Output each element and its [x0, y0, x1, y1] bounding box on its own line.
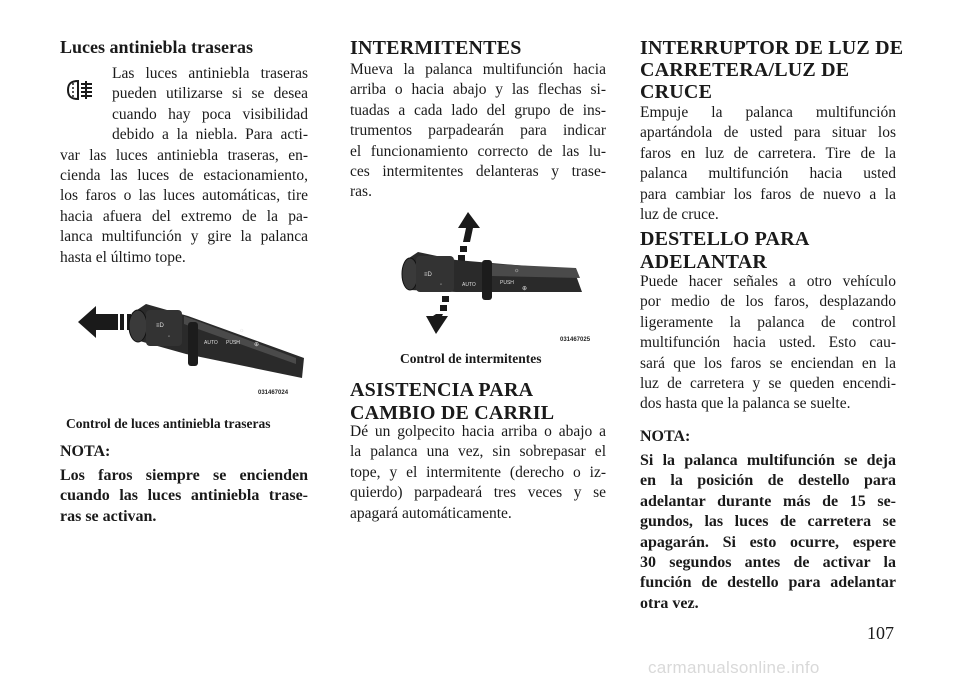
- text-line: la palanca una vez, sin sobrepasar el: [350, 443, 606, 461]
- title-line: CARRETERA/LUZ DE: [640, 59, 850, 81]
- text-line: faros en luz de carretera. Tire de la: [640, 144, 896, 162]
- page-number: 107: [867, 623, 894, 643]
- text-line: gundos, las luces de carretera se: [640, 513, 896, 531]
- text-line: los faros o las luces automáticas, tire: [60, 187, 308, 205]
- title-line: ASISTENCIA PARA: [350, 379, 534, 401]
- text-line: hacia afuera del extremo de la pa-: [60, 207, 308, 225]
- rear-fog-light-icon: [64, 78, 98, 102]
- lane-change-paragraph: [350, 422, 606, 524]
- text-line: para cambiar los faros de nuevo a la: [640, 185, 896, 203]
- text-line: Los faros siempre se encienden: [60, 467, 308, 484]
- text-line: cuando las luces antiniebla trase-: [60, 487, 308, 505]
- svg-text:AUTO: AUTO: [462, 282, 476, 288]
- text-line: otra vez.: [640, 594, 699, 612]
- svg-text:⊕: ⊕: [254, 342, 260, 348]
- text-line: trumentos parpadearán para indicar: [350, 122, 606, 140]
- text-line: multifunción hacia usted. Esto cau-: [640, 334, 896, 352]
- figure-code: 031467024: [258, 390, 289, 396]
- text-line: apagará automáticamente.: [350, 504, 512, 522]
- text-line: función de destello para adelantar: [640, 574, 896, 592]
- figure-caption-turn-signals: Control de intermitentes: [400, 351, 542, 366]
- text-line: cuando hay poca visibilidad: [112, 105, 308, 123]
- note-text: [640, 451, 896, 614]
- text-line: luz de carretera y se queden encendi-: [640, 375, 896, 393]
- text-line: dos hasta que la palanca se suelte.: [640, 395, 851, 413]
- svg-text:≡D: ≡D: [156, 323, 164, 329]
- svg-text:☼: ☼: [514, 268, 520, 274]
- note-label: NOTA:: [640, 428, 691, 445]
- svg-text:☼: ☼: [239, 328, 245, 334]
- svg-text:◦: ◦: [440, 282, 443, 288]
- note-label: NOTA:: [60, 443, 111, 460]
- text-line: Empuje la palanca multifunción: [640, 104, 896, 121]
- title-line: INTERRUPTOR DE LUZ DE: [640, 37, 904, 59]
- text-line: cienda las luces de estacionamiento,: [60, 167, 308, 184]
- rear-fog-paragraph: [60, 146, 308, 268]
- text-line: pueden utilizarse si se desea: [112, 85, 308, 103]
- svg-text:≡D: ≡D: [424, 272, 432, 278]
- text-line: el funcionamiento correcto de las lu-: [350, 142, 606, 160]
- text-line: Dé un golpecito hacia arriba o abajo a: [350, 423, 606, 440]
- text-line: Puede hacer señales a otro vehículo: [640, 273, 896, 290]
- svg-text:PUSH: PUSH: [500, 280, 514, 286]
- svg-text:PUSH: PUSH: [226, 340, 240, 346]
- flash-to-pass-paragraph: [640, 272, 896, 415]
- text-line: luz de cruce.: [640, 206, 719, 224]
- title-line: CAMBIO DE CARRIL: [350, 402, 555, 424]
- text-line: lanca multifunción y gire la palanca: [60, 228, 308, 246]
- text-line: tope, y el intermitente (derecho o iz-: [350, 463, 606, 481]
- text-line: apagarán. Si esto ocurre, espere: [640, 533, 896, 551]
- text-line: arriba o hacia abajo y las flechas si-: [350, 81, 606, 99]
- turn-signal-paragraph: [350, 60, 606, 203]
- rear-fog-control-illustration: [76, 294, 308, 408]
- section-title-rear-fog: Luces antiniebla traseras: [60, 37, 253, 57]
- title-line: DESTELLO PARA: [640, 228, 810, 250]
- text-line: ras.: [350, 183, 372, 201]
- text-line: por medio de los faros, desplazando: [640, 293, 896, 311]
- turn-signal-control-illustration: [396, 208, 606, 344]
- text-line: en la posición de destello para: [640, 472, 896, 490]
- section-title-lane-change: [350, 379, 554, 424]
- text-line: palanca multifunción hacia usted: [640, 165, 896, 183]
- title-line: ADELANTAR: [640, 251, 767, 273]
- text-line: var las luces antiniebla traseras, en-: [60, 146, 308, 164]
- text-line: 30 segundos antes de activar la: [640, 554, 896, 572]
- note-text: [60, 466, 308, 527]
- figure-caption-rear-fog: Control de luces antiniebla traseras: [66, 416, 271, 431]
- section-title-high-low-beam: [640, 37, 903, 103]
- text-line: quierdo) parpadeará tres veces y se: [350, 484, 606, 502]
- section-title-turn-signals: INTERMITENTES: [350, 37, 522, 59]
- text-line: sará que los faros se enciendan en la: [640, 354, 896, 372]
- rear-fog-paragraph-indented: [112, 64, 308, 146]
- svg-text:⊕: ⊕: [522, 286, 528, 292]
- text-line: ras se activan.: [60, 507, 157, 525]
- svg-text:AUTO: AUTO: [204, 340, 218, 346]
- figure-code: 031467025: [560, 337, 591, 343]
- text-line: apartándola de usted para situar los: [640, 124, 896, 142]
- title-line: CRUCE: [640, 81, 713, 103]
- text-line: debido a la niebla. Para acti-: [112, 126, 308, 144]
- text-line: ces intermitentes delanteras y trase-: [350, 163, 606, 181]
- text-line: Mueva la palanca multifunción hacia: [350, 61, 606, 78]
- svg-text:◦: ◦: [168, 334, 171, 340]
- section-title-flash-to-pass: [640, 228, 810, 273]
- text-line: ligeramente la palanca de control: [640, 313, 896, 331]
- text-line: tuadas a cada lado del grupo de ins-: [350, 101, 606, 119]
- high-low-beam-paragraph: [640, 103, 896, 225]
- text-line: adelantar durante más de 15 se-: [640, 492, 896, 510]
- text-line: hasta el último tope.: [60, 248, 186, 266]
- text-line: Si la palanca multifunción se deja: [640, 452, 896, 469]
- text-line: Las luces antiniebla traseras: [112, 65, 308, 82]
- watermark: carmanualsonline.info: [648, 658, 820, 677]
